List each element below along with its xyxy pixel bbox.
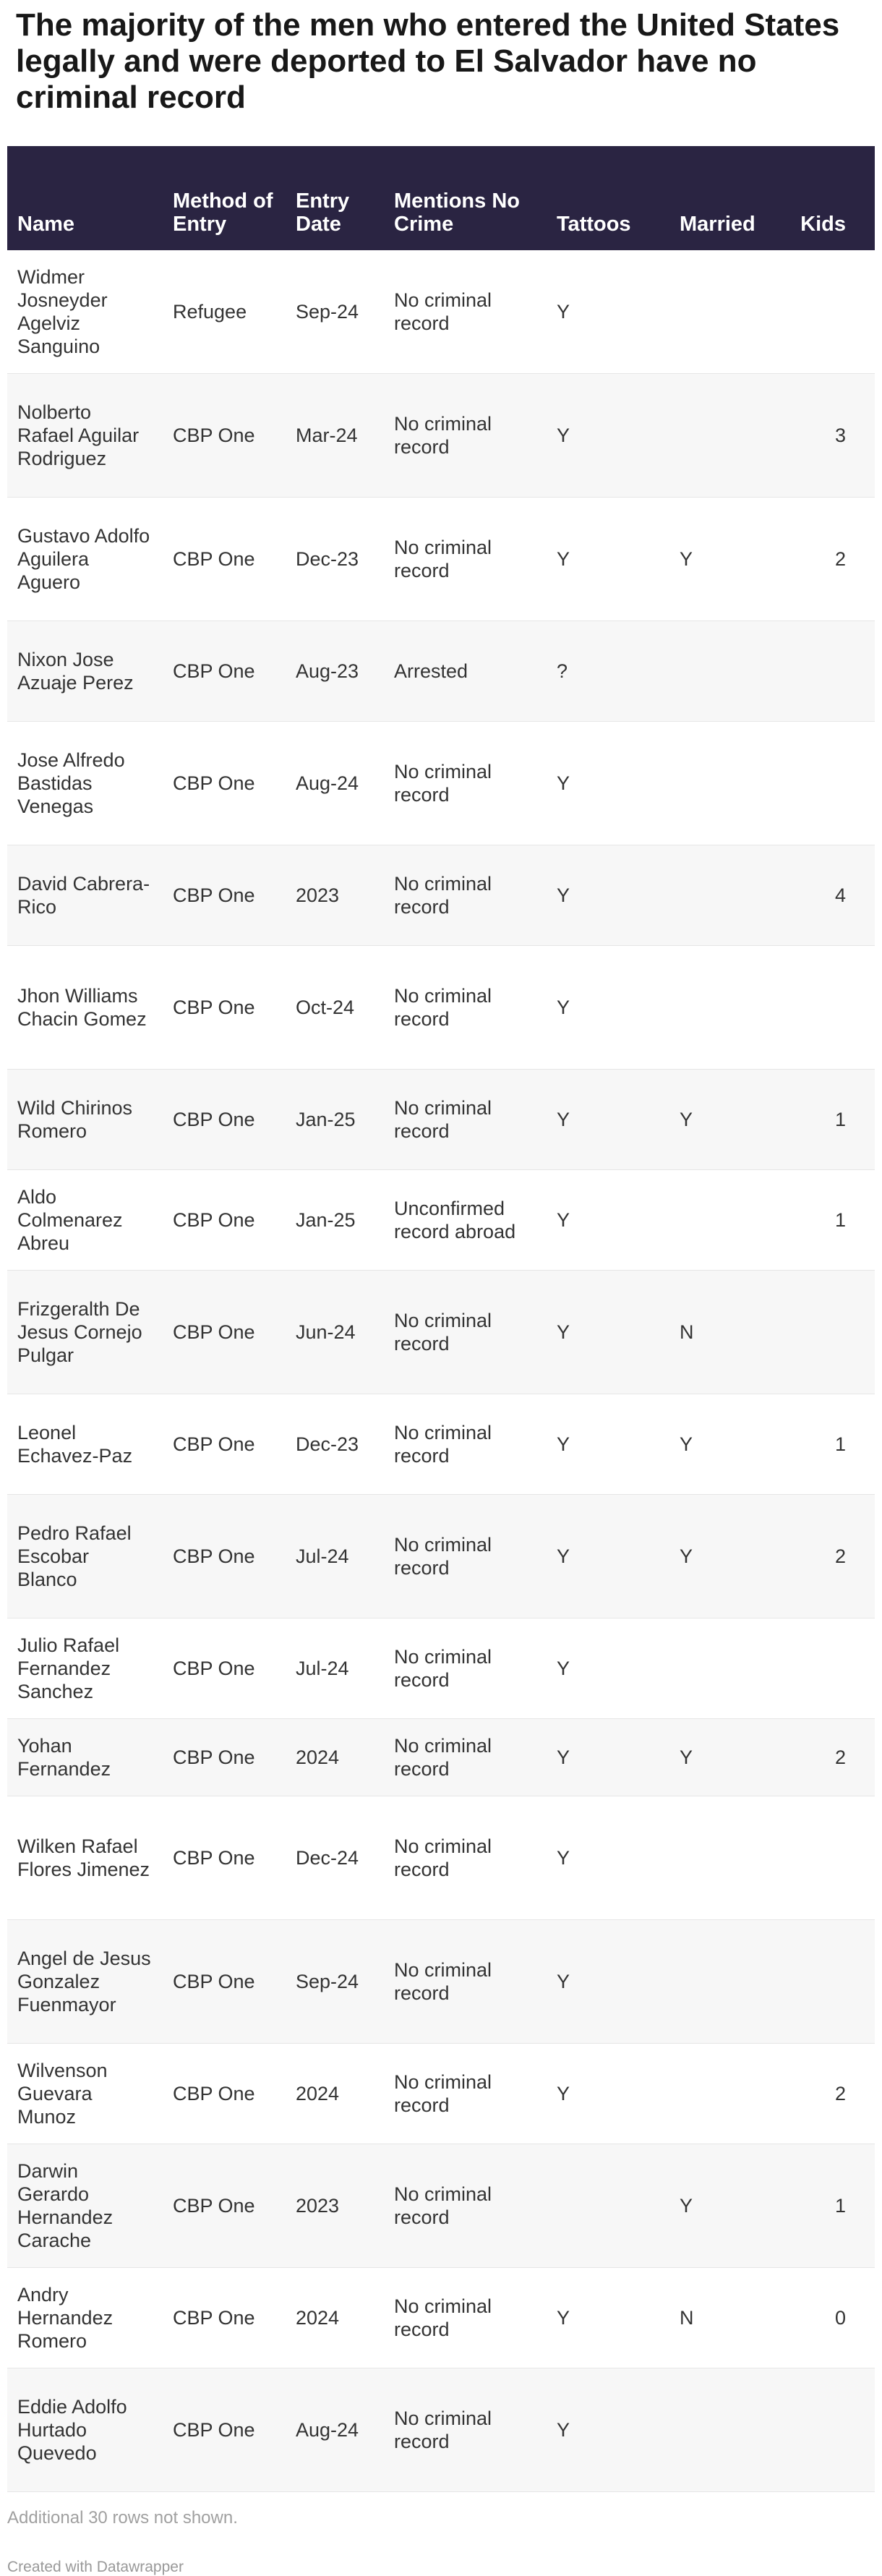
- cell-name: Widmer Josneyder Agelviz Sanguino: [7, 250, 163, 374]
- column-header-mentions-no-crime[interactable]: Mentions No Crime: [384, 146, 547, 250]
- cell-method: CBP One: [163, 722, 286, 845]
- table-row: [7, 1920, 875, 2044]
- cell-method: CBP One: [163, 1170, 286, 1271]
- column-header-name[interactable]: Name: [7, 146, 163, 250]
- table-row: [7, 2368, 875, 2492]
- cell-name: Angel de Jesus Gonzalez Fuenmayor: [7, 1920, 163, 2044]
- cell-mentions-no-crime: No criminal record: [384, 1070, 547, 1170]
- cell-entry-date: 2024: [286, 2044, 384, 2144]
- cell-name: Nolberto Rafael Aguilar Rodriguez: [7, 374, 163, 498]
- column-header-tattoos[interactable]: Tattoos: [547, 146, 669, 250]
- column-header-entry-date[interactable]: Entry Date: [286, 146, 384, 250]
- cell-method: CBP One: [163, 1796, 286, 1920]
- cell-name: Jhon Williams Chacin Gomez: [7, 946, 163, 1070]
- table-row: [7, 1271, 875, 1394]
- cell-kids: [788, 1618, 875, 1719]
- cell-method: CBP One: [163, 1070, 286, 1170]
- cell-method: CBP One: [163, 946, 286, 1070]
- cell-name: Darwin Gerardo Hernandez Carache: [7, 2144, 163, 2268]
- column-header-married[interactable]: Married: [669, 146, 788, 250]
- cell-tattoos: ?: [547, 621, 669, 722]
- cell-entry-date: Dec-23: [286, 1394, 384, 1495]
- cell-entry-date: 2024: [286, 1719, 384, 1796]
- cell-mentions-no-crime: No criminal record: [384, 498, 547, 621]
- cell-entry-date: Jul-24: [286, 1618, 384, 1719]
- cell-tattoos: Y: [547, 1920, 669, 2044]
- cell-kids: 1: [788, 1070, 875, 1170]
- cell-married: Y: [669, 498, 788, 621]
- cell-tattoos: [547, 2144, 669, 2268]
- cell-kids: 1: [788, 2144, 875, 2268]
- cell-married: [669, 374, 788, 498]
- table-row: [7, 1170, 875, 1271]
- cell-method: CBP One: [163, 2368, 286, 2492]
- cell-kids: 2: [788, 498, 875, 621]
- cell-mentions-no-crime: No criminal record: [384, 2144, 547, 2268]
- cell-entry-date: Dec-23: [286, 498, 384, 621]
- cell-tattoos: Y: [547, 1070, 669, 1170]
- cell-tattoos: Y: [547, 2368, 669, 2492]
- table-row: [7, 946, 875, 1070]
- cell-entry-date: Aug-23: [286, 621, 384, 722]
- cell-entry-date: Aug-24: [286, 2368, 384, 2492]
- cell-name: Eddie Adolfo Hurtado Quevedo: [7, 2368, 163, 2492]
- cell-method: CBP One: [163, 1719, 286, 1796]
- cell-method: CBP One: [163, 845, 286, 946]
- table-row: [7, 1495, 875, 1618]
- cell-kids: [788, 2368, 875, 2492]
- cell-kids: 2: [788, 1495, 875, 1618]
- cell-entry-date: Jan-25: [286, 1070, 384, 1170]
- chart-title: The majority of the men who entered the United States legally and were deported to El Salvador have no criminal record: [16, 7, 840, 115]
- cell-entry-date: 2023: [286, 2144, 384, 2268]
- cell-married: N: [669, 2268, 788, 2368]
- cell-name: Nixon Jose Azuaje Perez: [7, 621, 163, 722]
- table-row: [7, 1070, 875, 1170]
- cell-method: CBP One: [163, 1920, 286, 2044]
- cell-married: [669, 2044, 788, 2144]
- cell-married: [669, 722, 788, 845]
- table-body: [7, 250, 875, 2492]
- cell-mentions-no-crime: No criminal record: [384, 2044, 547, 2144]
- cell-name: Wilken Rafael Flores Jimenez: [7, 1796, 163, 1920]
- column-header-kids[interactable]: Kids: [788, 146, 875, 250]
- cell-name: Wilvenson Guevara Munoz: [7, 2044, 163, 2144]
- cell-kids: 1: [788, 1170, 875, 1271]
- cell-entry-date: Mar-24: [286, 374, 384, 498]
- cell-tattoos: Y: [547, 946, 669, 1070]
- cell-tattoos: Y: [547, 845, 669, 946]
- cell-name: Frizgeralth De Jesus Cornejo Pulgar: [7, 1271, 163, 1394]
- table-row: [7, 1719, 875, 1796]
- table-row: [7, 1394, 875, 1495]
- table-row: [7, 498, 875, 621]
- cell-married: [669, 1920, 788, 2044]
- cell-entry-date: Jan-25: [286, 1170, 384, 1271]
- table-row: [7, 621, 875, 722]
- cell-kids: [788, 1796, 875, 1920]
- cell-married: Y: [669, 1394, 788, 1495]
- cell-name: Leonel Echavez-Paz: [7, 1394, 163, 1495]
- cell-mentions-no-crime: No criminal record: [384, 374, 547, 498]
- cell-name: Yohan Fernandez: [7, 1719, 163, 1796]
- cell-mentions-no-crime: No criminal record: [384, 1495, 547, 1618]
- cell-mentions-no-crime: No criminal record: [384, 722, 547, 845]
- cell-method: Refugee: [163, 250, 286, 374]
- cell-name: Jose Alfredo Bastidas Venegas: [7, 722, 163, 845]
- cell-mentions-no-crime: No criminal record: [384, 1618, 547, 1719]
- cell-married: [669, 250, 788, 374]
- cell-entry-date: Dec-24: [286, 1796, 384, 1920]
- cell-method: CBP One: [163, 2144, 286, 2268]
- cell-entry-date: Sep-24: [286, 1920, 384, 2044]
- cell-name: David Cabrera-Rico: [7, 845, 163, 946]
- cell-entry-date: Jun-24: [286, 1271, 384, 1394]
- cell-entry-date: Aug-24: [286, 722, 384, 845]
- cell-name: Wild Chirinos Romero: [7, 1070, 163, 1170]
- cell-married: [669, 2368, 788, 2492]
- cell-name: Aldo Colmenarez Abreu: [7, 1170, 163, 1271]
- cell-tattoos: Y: [547, 722, 669, 845]
- cell-married: [669, 621, 788, 722]
- table-row: [7, 250, 875, 374]
- cell-tattoos: Y: [547, 1495, 669, 1618]
- cell-mentions-no-crime: No criminal record: [384, 2368, 547, 2492]
- cell-married: N: [669, 1271, 788, 1394]
- table-row: [7, 1796, 875, 1920]
- cell-method: CBP One: [163, 1495, 286, 1618]
- cell-method: CBP One: [163, 1271, 286, 1394]
- cell-mentions-no-crime: No criminal record: [384, 1394, 547, 1495]
- cell-kids: 4: [788, 845, 875, 946]
- cell-kids: [788, 250, 875, 374]
- cell-mentions-no-crime: Unconfirmed record abroad: [384, 1170, 547, 1271]
- cell-mentions-no-crime: No criminal record: [384, 1920, 547, 2044]
- table-row: [7, 2044, 875, 2144]
- cell-tattoos: Y: [547, 1796, 669, 1920]
- cell-method: CBP One: [163, 498, 286, 621]
- table-row: [7, 845, 875, 946]
- cell-married: [669, 1170, 788, 1271]
- cell-mentions-no-crime: No criminal record: [384, 845, 547, 946]
- cell-tattoos: Y: [547, 498, 669, 621]
- cell-married: Y: [669, 2144, 788, 2268]
- table-note: Additional 30 rows not shown.: [7, 2508, 238, 2528]
- cell-mentions-no-crime: No criminal record: [384, 946, 547, 1070]
- cell-married: [669, 845, 788, 946]
- cell-kids: [788, 722, 875, 845]
- credit-line: Created with Datawrapper: [7, 2559, 184, 2575]
- cell-tattoos: Y: [547, 1719, 669, 1796]
- column-header-method[interactable]: Method of Entry: [163, 146, 286, 250]
- cell-kids: [788, 621, 875, 722]
- cell-married: [669, 1796, 788, 1920]
- cell-kids: 1: [788, 1394, 875, 1495]
- cell-name: Andry Hernandez Romero: [7, 2268, 163, 2368]
- cell-method: CBP One: [163, 2044, 286, 2144]
- cell-mentions-no-crime: No criminal record: [384, 1796, 547, 1920]
- cell-kids: 2: [788, 1719, 875, 1796]
- cell-kids: 0: [788, 2268, 875, 2368]
- cell-name: Pedro Rafael Escobar Blanco: [7, 1495, 163, 1618]
- cell-mentions-no-crime: No criminal record: [384, 250, 547, 374]
- cell-kids: [788, 946, 875, 1070]
- table-row: [7, 1618, 875, 1719]
- cell-method: CBP One: [163, 374, 286, 498]
- cell-method: CBP One: [163, 2268, 286, 2368]
- cell-method: CBP One: [163, 1618, 286, 1719]
- cell-entry-date: 2023: [286, 845, 384, 946]
- cell-tattoos: Y: [547, 250, 669, 374]
- table-row: [7, 2144, 875, 2268]
- cell-entry-date: Sep-24: [286, 250, 384, 374]
- header-row: [7, 146, 875, 250]
- cell-entry-date: Oct-24: [286, 946, 384, 1070]
- cell-married: [669, 1618, 788, 1719]
- table-row: [7, 2268, 875, 2368]
- cell-married: Y: [669, 1070, 788, 1170]
- cell-name: Gustavo Adolfo Aguilera Aguero: [7, 498, 163, 621]
- cell-tattoos: Y: [547, 2044, 669, 2144]
- table-row: [7, 374, 875, 498]
- cell-tattoos: Y: [547, 1271, 669, 1394]
- cell-kids: [788, 1920, 875, 2044]
- cell-mentions-no-crime: No criminal record: [384, 1271, 547, 1394]
- cell-mentions-no-crime: No criminal record: [384, 1719, 547, 1796]
- cell-kids: 2: [788, 2044, 875, 2144]
- table-row: [7, 722, 875, 845]
- cell-name: Julio Rafael Fernandez Sanchez: [7, 1618, 163, 1719]
- cell-kids: 3: [788, 374, 875, 498]
- cell-married: [669, 946, 788, 1070]
- cell-tattoos: Y: [547, 1170, 669, 1271]
- cell-tattoos: Y: [547, 2268, 669, 2368]
- cell-kids: [788, 1271, 875, 1394]
- cell-married: Y: [669, 1495, 788, 1618]
- cell-mentions-no-crime: Arrested: [384, 621, 547, 722]
- cell-tattoos: Y: [547, 374, 669, 498]
- data-table: [7, 146, 875, 2492]
- cell-tattoos: Y: [547, 1394, 669, 1495]
- cell-entry-date: Jul-24: [286, 1495, 384, 1618]
- cell-married: Y: [669, 1719, 788, 1796]
- cell-tattoos: Y: [547, 1618, 669, 1719]
- cell-mentions-no-crime: No criminal record: [384, 2268, 547, 2368]
- cell-entry-date: 2024: [286, 2268, 384, 2368]
- cell-method: CBP One: [163, 1394, 286, 1495]
- cell-method: CBP One: [163, 621, 286, 722]
